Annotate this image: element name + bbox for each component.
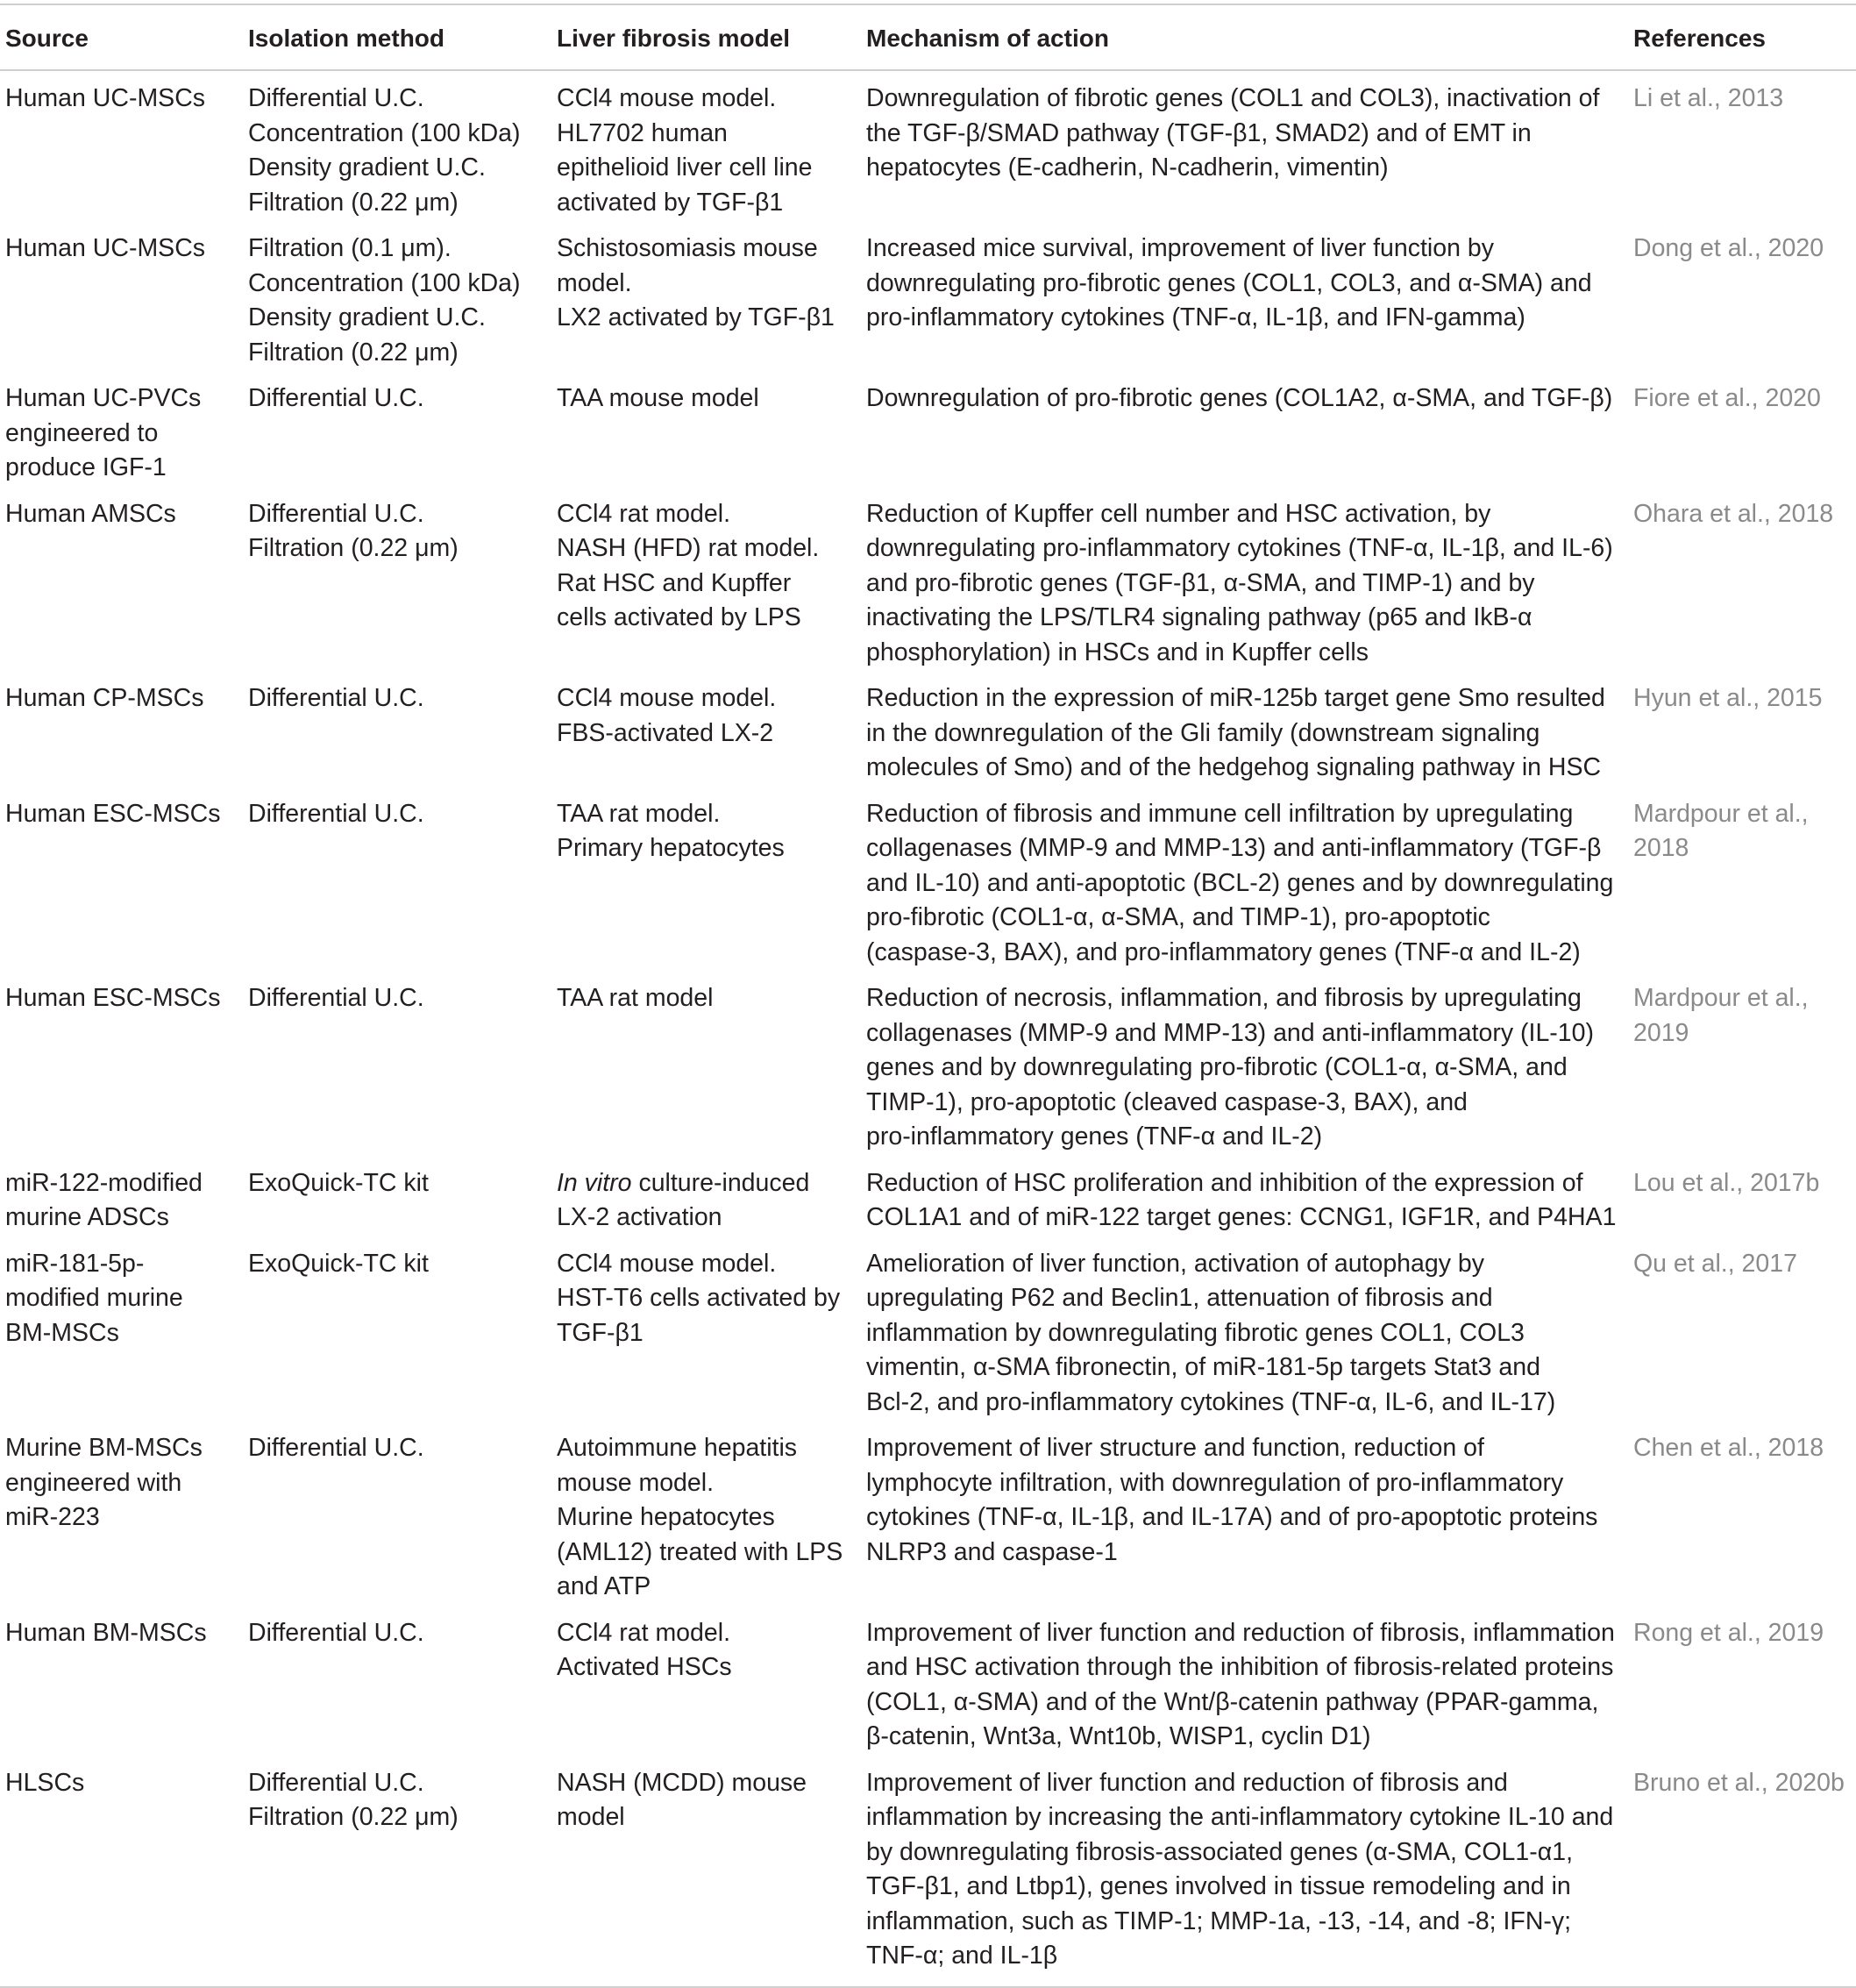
model-text: TAA mouse model [557, 384, 759, 412]
cell-source: Human UC-PVCs engineered to produce IGF-1 [5, 384, 202, 481]
model-text: CCl4 mouse model. FBS-activated LX-2 [557, 684, 777, 747]
cell-isolation-method: Differential U.C. [248, 984, 424, 1012]
table-row [0, 975, 1856, 1160]
table-row [0, 1241, 1856, 1426]
cell-fibrosis-model [551, 791, 861, 976]
cell-source: miR-181-5p- modified murine BM-MSCs [5, 1249, 183, 1347]
cell-source: Human BM-MSCs [5, 1618, 207, 1647]
table-row [0, 1160, 1856, 1241]
model-text: CCl4 rat model. Activated HSCs [557, 1618, 732, 1681]
cell-mechanism: Reduction of HSC proliferation and inhibition of the expression of COL1A1 and of miR-122 target genes: CCNG1, IGF1R, and P4HA1 [866, 1168, 1617, 1231]
cell-isolation-method: Differential U.C. [248, 799, 424, 828]
cell-mechanism: Improvement of liver structure and function, reduction of lymphocyte infiltration, with downregulation of pro-inflammatory cytokines (TNF-α, IL-1β, and IL-17A) and of pro-apoptotic proteins NLRP3 and caspase-1 [866, 1434, 1598, 1566]
cell-fibrosis-model [551, 1760, 861, 1987]
model-text: CCl4 rat model. NASH (HFD) rat model. Rat HSC and Kupffer cells activated by LPS [557, 499, 820, 631]
header-mechanism-of-action: Mechanism of action [866, 25, 1109, 52]
table-body [0, 70, 1856, 1987]
cell-mechanism: Reduction of necrosis, inflammation, and fibrosis by upregulating collagenases (MMP-9 and MMP-13) and anti-inflammatory (IL-10) genes and by downregulating pro-fibrotic (COL1-α, α-SMA, and TIMP-1), pro-apoptotic (cleaved caspase-3, BAX), and pro-inflammatory genes (TNF-α and IL-2) [866, 984, 1594, 1151]
header-row [0, 4, 1856, 70]
table-row [0, 1610, 1856, 1760]
cell-reference: Dong et al., 2020 [1633, 234, 1824, 262]
cell-source: HLSCs [5, 1768, 85, 1797]
cell-mechanism: Improvement of liver function and reduction of fibrosis and inflammation by increasing the anti-inflammatory cytokine IL-10 and by downregulating fibrosis-associated genes (α-SMA, COL1-α1, TGF-β1, and Ltbp1), genes involved in tissue remodeling and in inflammation, such as TIMP-1; MMP-1a, -13, -14, and -8; IFN-γ; TNF-α; and IL-1β [866, 1768, 1614, 1970]
cell-mechanism: Amelioration of liver function, activation of autophagy by upregulating P62 and Beclin1, attenuation of fibrosis and inflammation by downregulating fibrotic genes COL1, COL3 vimentin, α-SMA fibronectin, of miR-181-5p targets Stat3 and Bcl-2, and pro-inflammatory cytokines (TNF-α, IL-6, and IL-17) [866, 1249, 1556, 1416]
model-text: CCl4 mouse model. HST-T6 cells activated by TGF-β1 [557, 1249, 841, 1347]
cell-fibrosis-model [551, 975, 861, 1160]
cell-source: Human UC-MSCs [5, 234, 206, 262]
cell-isolation-method: Differential U.C. Concentration (100 kDa) Density gradient U.C. Filtration (0.22 μm) [248, 84, 521, 217]
cell-isolation-method: Differential U.C. [248, 384, 424, 412]
cell-reference: Mardpour et al., 2019 [1633, 984, 1809, 1047]
cell-fibrosis-model [551, 675, 861, 791]
cell-reference: Chen et al., 2018 [1633, 1434, 1824, 1462]
model-text: culture-induced LX-2 activation [557, 1168, 810, 1231]
cell-mechanism: Improvement of liver function and reduction of fibrosis, inflammation and HSC activation through the inhibition of fibrosis-related proteins (COL1, α-SMA) and of the Wnt/β-catenin pathway (PPAR-gamma, β-catenin, Wnt3a, Wnt10b, WISP1, cyclin D1) [866, 1618, 1615, 1750]
cell-reference: Fiore et al., 2020 [1633, 384, 1821, 412]
header-source: Source [5, 25, 89, 52]
cell-source: miR-122-modified murine ADSCs [5, 1168, 203, 1231]
table-row [0, 1425, 1856, 1610]
table-row [0, 225, 1856, 375]
cell-reference: Rong et al., 2019 [1633, 1618, 1824, 1647]
cell-isolation-method: ExoQuick-TC kit [248, 1249, 429, 1278]
cell-fibrosis-model [551, 375, 861, 491]
cell-source: Murine BM-MSCs engineered with miR-223 [5, 1434, 203, 1531]
cell-source: Human AMSCs [5, 499, 176, 528]
cell-mechanism: Reduction of Kupffer cell number and HSC activation, by downregulating pro-inflammatory cytokines (TNF-α, IL-1β, and IL-6) and pro-fibrotic genes (TGF-β1, α-SMA, and TIMP-1) and by inactivating the LPS/TLR4 signaling pathway (p65 and IkB-α phosphorylation) in HSCs and in Kupffer cells [866, 499, 1613, 666]
cell-fibrosis-model [551, 1610, 861, 1760]
cell-isolation-method: Differential U.C. Filtration (0.22 μm) [248, 1768, 459, 1831]
cell-isolation-method: ExoQuick-TC kit [248, 1168, 429, 1197]
table-row [0, 791, 1856, 976]
cell-source: Human UC-MSCs [5, 84, 206, 112]
cell-reference: Bruno et al., 2020b [1633, 1768, 1845, 1797]
table-row [0, 1760, 1856, 1987]
cell-fibrosis-model [551, 225, 861, 375]
header-liver-fibrosis-model: Liver fibrosis model [557, 25, 791, 52]
data-table [0, 4, 1856, 1988]
table-row [0, 375, 1856, 491]
cell-fibrosis-model [551, 491, 861, 676]
cell-isolation-method: Filtration (0.1 μm). Concentration (100 kDa) Density gradient U.C. Filtration (0.22 μm) [248, 234, 521, 367]
cell-reference: Mardpour et al., 2018 [1633, 799, 1809, 862]
cell-fibrosis-model [551, 1425, 861, 1610]
cell-fibrosis-model [551, 1241, 861, 1426]
cell-reference: Hyun et al., 2015 [1633, 684, 1823, 712]
cell-isolation-method: Differential U.C. Filtration (0.22 μm) [248, 499, 459, 562]
cell-source: Human ESC-MSCs [5, 799, 221, 828]
cell-mechanism: Reduction in the expression of miR-125b target gene Smo resulted in the downregulation of the Gli family (downstream signaling molecules of Smo) and of the hedgehog signaling pathway in HSC [866, 684, 1605, 781]
model-text: NASH (MCDD) mouse model [557, 1768, 807, 1831]
model-text: TAA rat model [557, 984, 714, 1012]
cell-fibrosis-model [551, 1160, 861, 1241]
model-text: Schistosomiasis mouse model. LX2 activated by TGF-β1 [557, 234, 835, 331]
cell-isolation-method: Differential U.C. [248, 684, 424, 712]
cell-mechanism: Downregulation of fibrotic genes (COL1 and COL3), inactivation of the TGF-β/SMAD pathway (TGF-β1, SMAD2) and of EMT in hepatocytes (E-cadherin, N-cadherin, vimentin) [866, 84, 1600, 182]
cell-isolation-method: Differential U.C. [248, 1434, 424, 1462]
cell-fibrosis-model [551, 70, 861, 225]
table-row [0, 70, 1856, 225]
model-text: CCl4 mouse model. HL7702 human epithelioid liver cell line activated by TGF-β1 [557, 84, 813, 217]
cell-isolation-method: Differential U.C. [248, 1618, 424, 1647]
cell-reference: Qu et al., 2017 [1633, 1249, 1797, 1278]
table-header [0, 4, 1856, 70]
cell-mechanism: Downregulation of pro-fibrotic genes (COL1A2, α-SMA, and TGF-β) [866, 384, 1613, 412]
table-row [0, 675, 1856, 791]
cell-reference: Ohara et al., 2018 [1633, 499, 1834, 528]
cell-source: Human CP-MSCs [5, 684, 204, 712]
cell-reference: Lou et al., 2017b [1633, 1168, 1820, 1197]
cell-reference: Li et al., 2013 [1633, 84, 1784, 112]
model-text: Autoimmune hepatitis mouse model. Murine hepatocytes (AML12) treated with LPS and ATP [557, 1434, 843, 1600]
model-text: TAA rat model. Primary hepatocytes [557, 799, 785, 862]
header-isolation-method: Isolation method [248, 25, 444, 52]
cell-source: Human ESC-MSCs [5, 984, 221, 1012]
model-italic-text: In vitro [557, 1168, 632, 1197]
header-references: References [1633, 25, 1766, 52]
table-row [0, 491, 1856, 676]
cell-mechanism: Increased mice survival, improvement of liver function by downregulating pro-fibrotic genes (COL1, COL3, and α-SMA) and pro-inflammatory cytokines (TNF-α, IL-1β, and IFN-gamma) [866, 234, 1592, 331]
cell-mechanism: Reduction of fibrosis and immune cell infiltration by upregulating collagenases (MMP-9 and MMP-13) and anti-inflammatory (TGF-β and IL-10) and anti-apoptotic (BCL-2) genes and by downregulating pro-fibrotic (COL1-α, α-SMA, and TIMP-1), pro-apoptotic (caspase-3, BAX), and pro-inflammatory genes (TNF-α and IL-2) [866, 799, 1614, 966]
